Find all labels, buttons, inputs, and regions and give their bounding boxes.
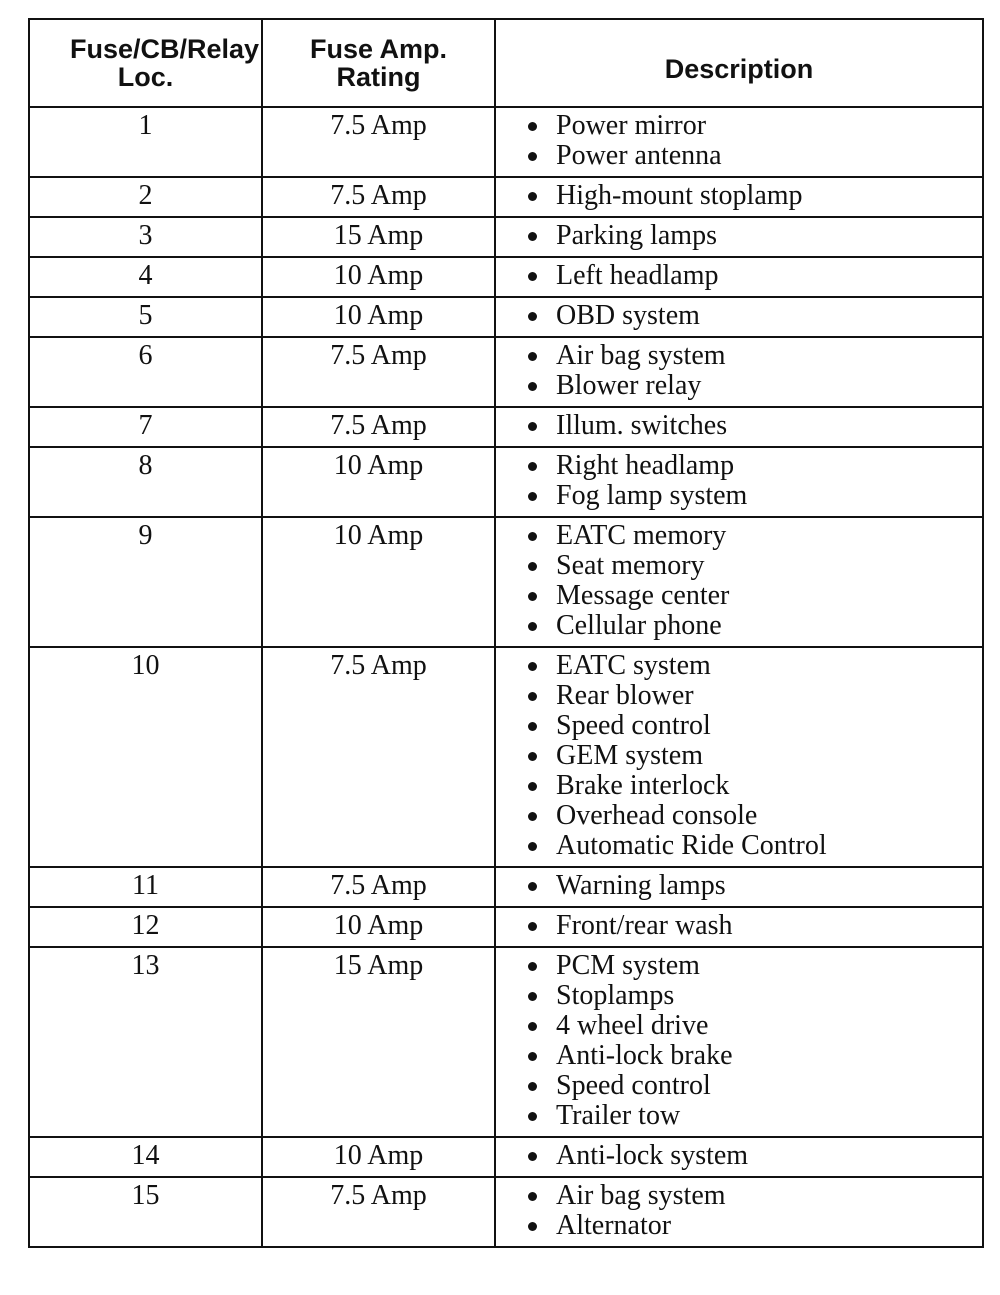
fuse-rating: 7.5 Amp: [262, 107, 495, 177]
list-item: [526, 451, 982, 481]
fuse-description: [495, 1177, 983, 1247]
list-item: [526, 371, 982, 401]
bullet-icon: [528, 382, 537, 391]
description-list: [526, 651, 982, 861]
list-item-text: Anti-lock brake: [556, 1040, 733, 1071]
bullet-icon: [528, 192, 537, 201]
list-item: [526, 1141, 982, 1171]
fuse-location: 13: [29, 947, 262, 1137]
fuse-description: [495, 177, 983, 217]
list-item: [526, 801, 982, 831]
bullet-icon: [528, 1082, 537, 1091]
fuse-location: 3: [29, 217, 262, 257]
fuse-rating: 7.5 Amp: [262, 337, 495, 407]
list-item-text: Illum. switches: [556, 410, 728, 441]
bullet-icon: [528, 562, 537, 571]
bullet-icon: [528, 152, 537, 161]
list-item-text: Stoplamps: [556, 980, 675, 1011]
list-item: [526, 871, 982, 901]
fuse-location: 10: [29, 647, 262, 867]
list-item: [526, 681, 982, 711]
list-item: [526, 1041, 982, 1071]
bullet-icon: [528, 422, 537, 431]
list-item: [526, 111, 982, 141]
table-row: [29, 107, 983, 177]
fuse-location: 11: [29, 867, 262, 907]
bullet-icon: [528, 1152, 537, 1161]
bullet-icon: [528, 812, 537, 821]
list-item-text: High-mount stoplamp: [556, 180, 803, 211]
list-item-text: Warning lamps: [556, 870, 726, 901]
list-item: [526, 741, 982, 771]
list-item-text: Front/rear wash: [556, 910, 733, 941]
fuse-description: [495, 867, 983, 907]
description-list: [526, 1141, 982, 1171]
fuse-description: [495, 517, 983, 647]
list-item-text: Automatic Ride Control: [556, 830, 827, 861]
table-row: [29, 1177, 983, 1247]
list-item: [526, 181, 982, 211]
fuse-rating: 10 Amp: [262, 257, 495, 297]
list-item-text: Blower relay: [556, 370, 702, 401]
fuse-description: [495, 407, 983, 447]
description-list: [526, 411, 982, 441]
location-header: Fuse/CB/Relay Loc.: [29, 19, 262, 107]
fuse-location: 4: [29, 257, 262, 297]
fuse-rating: 10 Amp: [262, 907, 495, 947]
fuse-rating: 10 Amp: [262, 517, 495, 647]
table-row: [29, 407, 983, 447]
description-list: [526, 181, 982, 211]
bullet-icon: [528, 232, 537, 241]
list-item-text: Brake interlock: [556, 770, 730, 801]
bullet-icon: [528, 622, 537, 631]
list-item-text: OBD system: [556, 300, 700, 331]
fuse-location: 14: [29, 1137, 262, 1177]
fuse-location: 1: [29, 107, 262, 177]
bullet-icon: [528, 1112, 537, 1121]
list-item-text: Parking lamps: [556, 220, 717, 251]
list-item: [526, 221, 982, 251]
fuse-location: 15: [29, 1177, 262, 1247]
bullet-icon: [528, 312, 537, 321]
list-item: [526, 141, 982, 171]
bullet-icon: [528, 1052, 537, 1061]
bullet-icon: [528, 662, 537, 671]
fuse-description: [495, 217, 983, 257]
table-row: [29, 217, 983, 257]
list-item-text: EATC system: [556, 650, 711, 681]
table-row: [29, 337, 983, 407]
bullet-icon: [528, 882, 537, 891]
fuse-rating: 15 Amp: [262, 217, 495, 257]
fuse-rating: 10 Amp: [262, 1137, 495, 1177]
table-row: [29, 867, 983, 907]
list-item-text: Right headlamp: [556, 450, 735, 481]
bullet-icon: [528, 532, 537, 541]
bullet-icon: [528, 1192, 537, 1201]
fuse-rating: 10 Amp: [262, 447, 495, 517]
bullet-icon: [528, 752, 537, 761]
fuse-location: 2: [29, 177, 262, 217]
table-row: [29, 257, 983, 297]
table-row: [29, 1137, 983, 1177]
bullet-icon: [528, 352, 537, 361]
fuse-rating: 10 Amp: [262, 297, 495, 337]
list-item-text: Alternator: [556, 1210, 672, 1241]
fuse-table: [28, 18, 984, 1248]
fuse-location: 8: [29, 447, 262, 517]
table-row: [29, 647, 983, 867]
list-item-text: Air bag system: [556, 340, 726, 371]
table-body: [29, 107, 983, 1247]
fuse-rating: 7.5 Amp: [262, 1177, 495, 1247]
list-item: [526, 1181, 982, 1211]
list-item: [526, 581, 982, 611]
table-row: [29, 517, 983, 647]
fuse-location: 7: [29, 407, 262, 447]
bullet-icon: [528, 1022, 537, 1031]
fuse-description: [495, 907, 983, 947]
list-item: [526, 551, 982, 581]
fuse-description: [495, 647, 983, 867]
fuse-location: 12: [29, 907, 262, 947]
fuse-rating: 7.5 Amp: [262, 177, 495, 217]
bullet-icon: [528, 992, 537, 1001]
fuse-location: 9: [29, 517, 262, 647]
bullet-icon: [528, 122, 537, 131]
list-item-text: Anti-lock system: [556, 1140, 749, 1171]
bullet-icon: [528, 1222, 537, 1231]
header-row: [29, 19, 983, 107]
list-item: [526, 521, 982, 551]
fuse-rating: 15 Amp: [262, 947, 495, 1137]
description-list: [526, 451, 982, 511]
fuse-rating: 7.5 Amp: [262, 867, 495, 907]
bullet-icon: [528, 462, 537, 471]
list-item-text: Speed control: [556, 1070, 711, 1101]
fuse-location: 6: [29, 337, 262, 407]
description-list: [526, 221, 982, 251]
list-item: [526, 1211, 982, 1241]
fuse-description: [495, 1137, 983, 1177]
list-item: [526, 481, 982, 511]
list-item-text: Rear blower: [556, 680, 694, 711]
fuse-description: [495, 297, 983, 337]
list-item: [526, 831, 982, 861]
bullet-icon: [528, 922, 537, 931]
list-item-text: Speed control: [556, 710, 711, 741]
list-item: [526, 911, 982, 941]
table-row: [29, 907, 983, 947]
list-item-text: Left headlamp: [556, 260, 719, 291]
list-item: [526, 1011, 982, 1041]
fuse-rating: 7.5 Amp: [262, 647, 495, 867]
description-list: [526, 521, 982, 641]
fuse-description: [495, 257, 983, 297]
bullet-icon: [528, 722, 537, 731]
fuse-description: [495, 447, 983, 517]
fuse-description: [495, 107, 983, 177]
table-row: [29, 447, 983, 517]
list-item: [526, 611, 982, 641]
bullet-icon: [528, 272, 537, 281]
list-item: [526, 1071, 982, 1101]
bullet-icon: [528, 782, 537, 791]
list-item-text: Message center: [556, 580, 730, 611]
list-item-text: GEM system: [556, 740, 703, 771]
list-item: [526, 341, 982, 371]
description-list: [526, 951, 982, 1131]
fuse-description: [495, 947, 983, 1137]
fuse-location: 5: [29, 297, 262, 337]
list-item: [526, 771, 982, 801]
list-item: [526, 1101, 982, 1131]
list-item: [526, 711, 982, 741]
list-item-text: Cellular phone: [556, 610, 722, 641]
list-item-text: PCM system: [556, 950, 700, 981]
table-row: [29, 297, 983, 337]
description-list: [526, 871, 982, 901]
description-list: [526, 911, 982, 941]
list-item-text: Trailer tow: [556, 1100, 681, 1131]
description-list: [526, 341, 982, 401]
list-item-text: Power antenna: [556, 140, 722, 171]
table-row: [29, 947, 983, 1137]
list-item: [526, 981, 982, 1011]
list-item: [526, 411, 982, 441]
list-item-text: EATC memory: [556, 520, 727, 551]
list-item: [526, 301, 982, 331]
fuse-description: [495, 337, 983, 407]
description-list: [526, 301, 982, 331]
bullet-icon: [528, 592, 537, 601]
bullet-icon: [528, 842, 537, 851]
bullet-icon: [528, 692, 537, 701]
list-item-text: Seat memory: [556, 550, 705, 581]
list-item-text: 4 wheel drive: [556, 1010, 709, 1041]
bullet-icon: [528, 492, 537, 501]
description-list: [526, 1181, 982, 1241]
description-list: [526, 111, 982, 171]
list-item-text: Air bag system: [556, 1180, 726, 1211]
description-list: [526, 261, 982, 291]
list-item-text: Fog lamp system: [556, 480, 748, 511]
list-item-text: Overhead console: [556, 800, 758, 831]
rating-header: Fuse Amp. Rating: [262, 19, 495, 107]
description-header: Description: [495, 19, 983, 107]
bullet-icon: [528, 962, 537, 971]
list-item-text: Power mirror: [556, 110, 707, 141]
list-item: [526, 651, 982, 681]
fuse-rating: 7.5 Amp: [262, 407, 495, 447]
list-item: [526, 951, 982, 981]
table-row: [29, 177, 983, 217]
list-item: [526, 261, 982, 291]
